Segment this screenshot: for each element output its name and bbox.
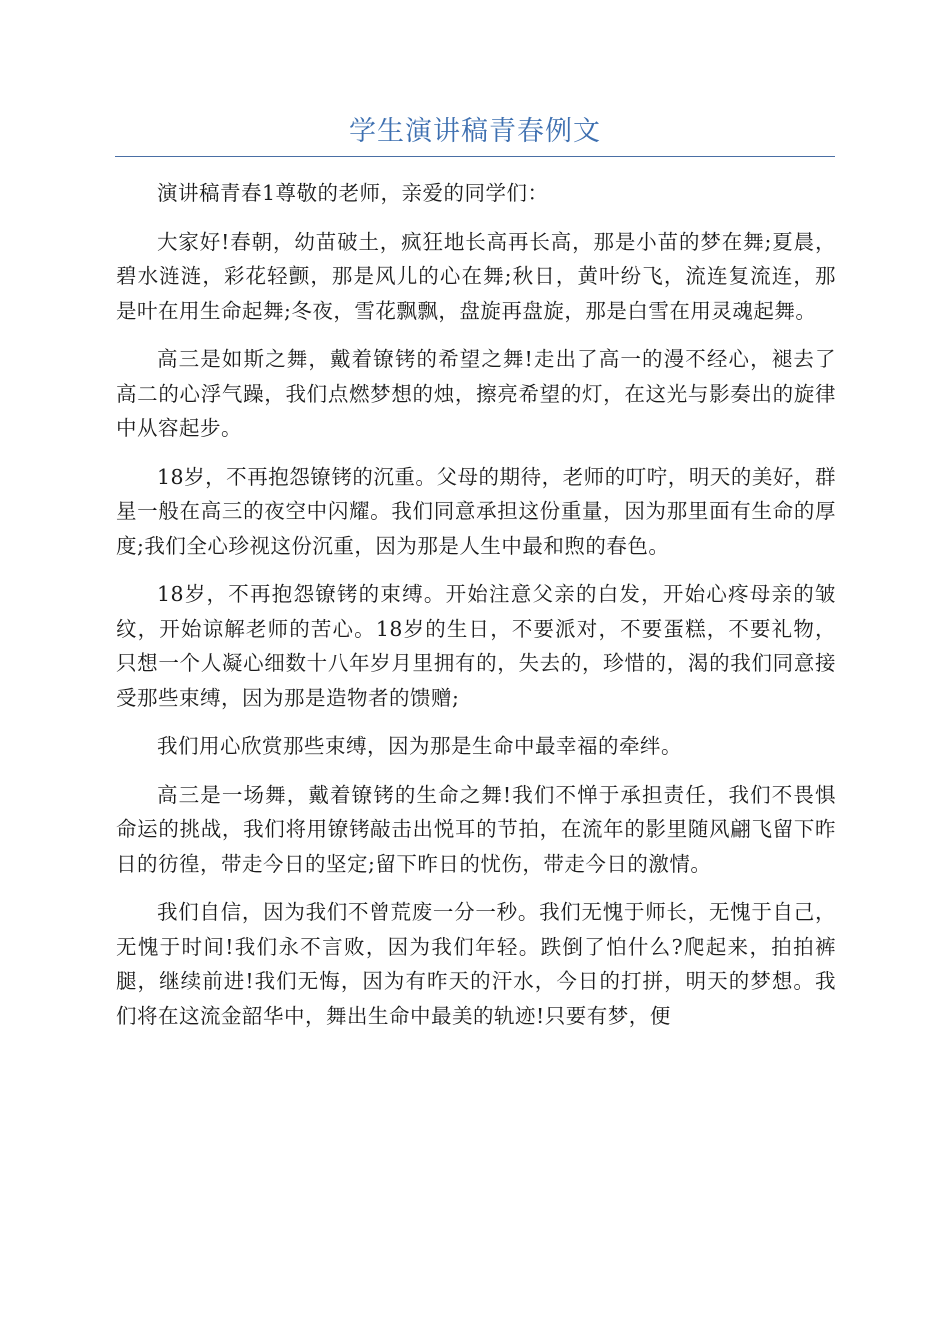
page-title: 学生演讲稿青春例文 xyxy=(349,116,601,147)
paragraph-3: 高三是如斯之舞，戴着镣铐的希望之舞!走出了高一的漫不经心，褪去了高二的心浮气躁，我们点燃梦想的烛，擦亮希望的灯，在这光与影奏出的旋律中从容起步。 xyxy=(116,347,836,440)
paragraph-7: 高三是一场舞，戴着镣铐的生命之舞!我们不惮于承担责任，我们不畏惧命运的挑战，我们将用镣铐敲击出悦耳的节拍，在流年的影里随风翩飞留下昨日的彷徨，带走今日的坚定;留下昨日的忧伤，带走今日的激情。 xyxy=(116,782,836,876)
paragraph-5: 18岁，不再抱怨镣铐的束缚。开始注意父亲的白发，开始心疼母亲的皱纹，开始谅解老师的苦心。18岁的生日，不要派对，不要蛋糕，不要礼物，只想一个人凝心细数十八年岁月里拥有的，失去的，珍惜的，渴的我们同意接受那些束缚，因为那是造物者的馈赠; xyxy=(116,582,836,710)
paragraph-1: 演讲稿青春1尊敬的老师，亲爱的同学们： xyxy=(157,181,549,205)
paragraph-6: 我们用心欣赏那些束缚，因为那是生命中最幸福的牵绊。 xyxy=(157,734,682,758)
paragraph-8: 我们自信，因为我们不曾荒废一分一秒。我们无愧于师长，无愧于自己，无愧于时间!我们永不言败，因为我们年轻。跌倒了怕什么?爬起来，拍拍裤腿，继续前进!我们无悔，因为有昨天的汗水，今日的打拼，明天的梦想。我们将在这流金韶华中，舞出生命中最美的轨迹!只要有梦，便 xyxy=(116,900,836,1028)
paragraph-2: 大家好!春朝，幼苗破土，疯狂地长高再长高，那是小苗的梦在舞;夏晨，碧水涟涟，彩花轻颤，那是风儿的心在舞;秋日，黄叶纷飞，流连复流连，那是叶在用生命起舞;冬夜，雪花飘飘，盘旋再盘旋，那是白雪在用灵魂起舞。 xyxy=(116,229,836,323)
title-area xyxy=(115,112,835,157)
document-body xyxy=(116,176,836,1047)
paragraph-4: 18岁，不再抱怨镣铐的沉重。父母的期待，老师的叮咛，明天的美好，群星一般在高三的夜空中闪耀。我们同意承担这份重量，因为那里面有生命的厚度;我们全心珍视这份沉重，因为那是人生中最和煦的春色。 xyxy=(116,464,836,558)
